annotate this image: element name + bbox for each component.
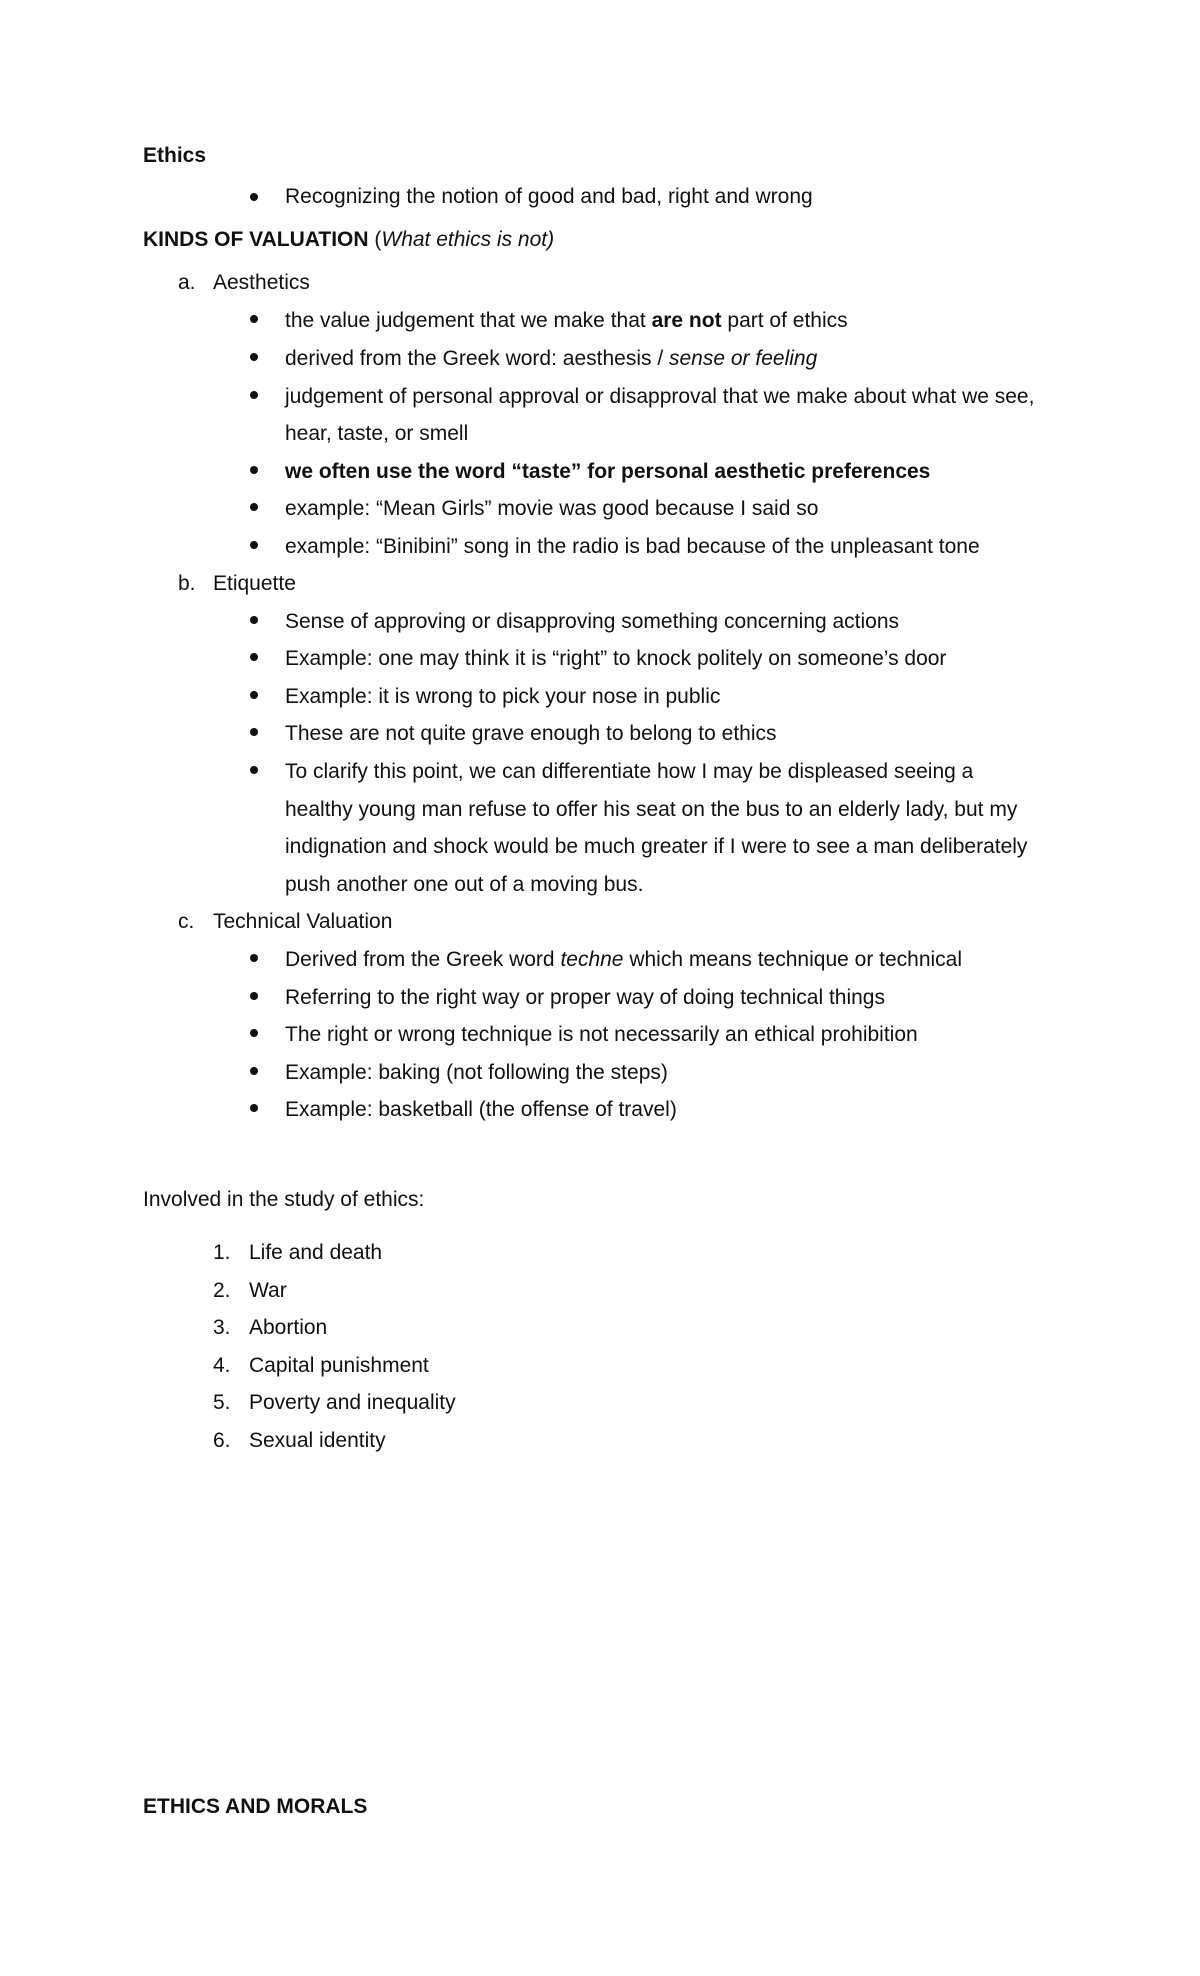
involved-item-6: Sexual identity bbox=[249, 1429, 386, 1452]
bullet-icon bbox=[250, 541, 258, 549]
bullet-icon bbox=[250, 466, 258, 474]
involved-num-4: 4. bbox=[213, 1354, 231, 1377]
bullet-icon bbox=[250, 353, 258, 361]
technical-item-1 bbox=[285, 946, 962, 974]
bullet-icon bbox=[250, 503, 258, 511]
etiquette-item-5-line-3: indignation and shock would be much greater if I were to see a man deliberately bbox=[285, 835, 1028, 858]
section-marker-a: a. bbox=[178, 271, 196, 294]
heading-ethics-and-morals: ETHICS AND MORALS bbox=[143, 1795, 368, 1818]
bullet-icon bbox=[250, 193, 258, 201]
involved-num-1: 1. bbox=[213, 1241, 231, 1264]
aesthetics-item-2 bbox=[285, 345, 817, 373]
bullet-icon bbox=[250, 1029, 258, 1037]
bullet-icon bbox=[250, 653, 258, 661]
aesthetics-item-1 bbox=[285, 307, 848, 335]
bullet-icon bbox=[250, 691, 258, 699]
kinds-heading-paren: ( bbox=[368, 228, 382, 251]
section-marker-c: c. bbox=[178, 910, 195, 933]
involved-item-2: War bbox=[249, 1279, 287, 1302]
section-marker-b: b. bbox=[178, 572, 196, 595]
technical-item-2: Referring to the right way or proper way of doing technical things bbox=[285, 986, 885, 1009]
technical-item-5: Example: basketball (the offense of travel) bbox=[285, 1098, 677, 1121]
aesthetics-item-1-bold: are not bbox=[651, 309, 722, 332]
aesthetics-item-1-text: the value judgement that we make that bbox=[285, 309, 652, 332]
technical-item-1-text: Derived from the Greek word bbox=[285, 948, 561, 971]
etiquette-item-5-line-2: healthy young man refuse to offer his seat on the bus to an elderly lady, but my bbox=[285, 798, 1018, 821]
kinds-of-valuation-heading bbox=[143, 226, 554, 254]
bullet-icon bbox=[250, 315, 258, 323]
technical-item-1-text-end: which means technique or technical bbox=[623, 948, 963, 971]
aesthetics-item-3-line-2: hear, taste, or smell bbox=[285, 422, 469, 445]
ethics-definition: Recognizing the notion of good and bad, right and wrong bbox=[285, 185, 813, 208]
aesthetics-item-3-line-1: judgement of personal approval or disapproval that we make about what we see, bbox=[285, 385, 1035, 408]
aesthetics-item-4: we often use the word “taste” for personal aesthetic preferences bbox=[285, 460, 931, 483]
involved-num-2: 2. bbox=[213, 1279, 231, 1302]
aesthetics-item-5: example: “Mean Girls” movie was good because I said so bbox=[285, 497, 819, 520]
bullet-icon bbox=[250, 992, 258, 1000]
etiquette-item-3: Example: it is wrong to pick your nose in public bbox=[285, 685, 721, 708]
bullet-icon bbox=[250, 954, 258, 962]
bullet-icon bbox=[250, 1104, 258, 1112]
involved-item-1: Life and death bbox=[249, 1241, 383, 1264]
etiquette-item-5-line-1: To clarify this point, we can differentiate how I may be displeased seeing a bbox=[285, 760, 974, 783]
etiquette-item-1: Sense of approving or disapproving something concerning actions bbox=[285, 610, 900, 633]
bullet-icon bbox=[250, 616, 258, 624]
technical-item-3: The right or wrong technique is not necessarily an ethical prohibition bbox=[285, 1023, 918, 1046]
technical-item-1-italic: techne bbox=[560, 948, 624, 971]
involved-num-3: 3. bbox=[213, 1316, 231, 1339]
involved-num-6: 6. bbox=[213, 1429, 231, 1452]
bullet-icon bbox=[250, 728, 258, 736]
involved-item-5: Poverty and inequality bbox=[249, 1391, 456, 1414]
bullet-icon bbox=[250, 1067, 258, 1075]
bullet-icon bbox=[250, 391, 258, 399]
kinds-heading-italic: What ethics is not) bbox=[381, 228, 555, 251]
bullet-icon bbox=[250, 766, 258, 774]
aesthetics-item-6: example: “Binibini” song in the radio is bad because of the unpleasant tone bbox=[285, 535, 980, 558]
etiquette-item-4: These are not quite grave enough to belong to ethics bbox=[285, 722, 777, 745]
involved-item-4: Capital punishment bbox=[249, 1354, 429, 1377]
kinds-heading-bold: KINDS OF VALUATION bbox=[143, 228, 369, 251]
section-title-technical-valuation: Technical Valuation bbox=[213, 910, 393, 933]
aesthetics-item-2-text: derived from the Greek word: aesthesis / bbox=[285, 347, 669, 370]
involved-num-5: 5. bbox=[213, 1391, 231, 1414]
etiquette-item-5-line-4: push another one out of a moving bus. bbox=[285, 873, 644, 896]
etiquette-item-2: Example: one may think it is “right” to knock politely on someone’s door bbox=[285, 647, 947, 670]
involved-item-3: Abortion bbox=[249, 1316, 328, 1339]
heading-ethics: Ethics bbox=[143, 144, 207, 167]
section-title-aesthetics: Aesthetics bbox=[213, 271, 310, 294]
technical-item-4: Example: baking (not following the steps) bbox=[285, 1061, 668, 1084]
section-title-etiquette: Etiquette bbox=[213, 572, 296, 595]
aesthetics-item-1-text-end: part of ethics bbox=[721, 309, 848, 332]
aesthetics-item-2-italic: sense or feeling bbox=[669, 347, 818, 370]
involved-heading: Involved in the study of ethics: bbox=[143, 1188, 425, 1211]
